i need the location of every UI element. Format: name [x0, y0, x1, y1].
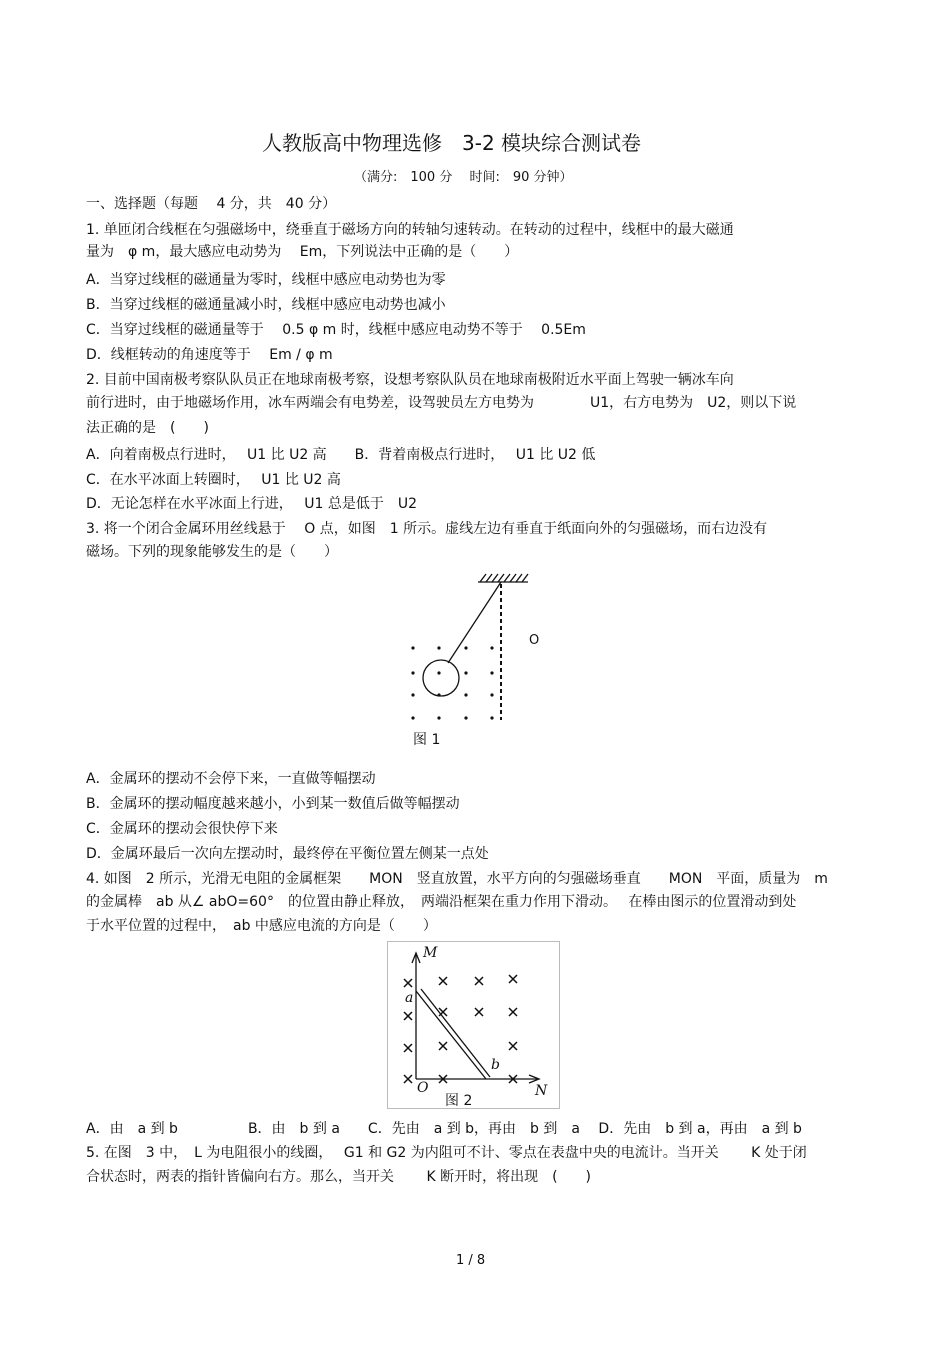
q3-option-b: B．金属环的摆动幅度越来越小，小到某一数值后做等幅摆动	[86, 796, 460, 812]
q2-stem-line3: 法正确的是 ( )	[86, 420, 209, 436]
q4-stem-line3: 于水平位置的过程中， ab 中感应电流的方向是（ ）	[86, 918, 437, 934]
figure-2-label-a: a	[405, 990, 414, 1006]
exam-subtitle: （满分: 100 分 时间: 90 分钟）	[354, 170, 573, 185]
q3-stem-line1: 3. 将一个闭合金属环用丝线悬于 O 点，如图 1 所示。虚线左边有垂直于纸面向外的匀强磁场，而右边没有	[86, 521, 768, 537]
q4-options: A．由 a 到 b B．由 b 到 a C．先由 a 到 b，再由 b 到 a D．先由 b 到 a，再由 a 到 b	[86, 1121, 802, 1137]
page-number: 1 / 8	[456, 1253, 486, 1268]
figure-2-label-n: N	[535, 1083, 548, 1099]
figure-1-diagram	[400, 570, 560, 730]
q3-option-d: D．金属环最后一次向左摆动时，最终停在平衡位置左侧某一点处	[86, 846, 489, 862]
figure-1-caption: 图 1	[413, 732, 441, 748]
q3-option-a: A．金属环的摆动不会停下来，一直做等幅摆动	[86, 771, 376, 787]
q5-stem-line2: 合状态时，两表的指针皆偏向右方。那么，当开关 K 断开时，将出现 ( )	[86, 1169, 592, 1185]
figure-2-label-m: M	[423, 945, 438, 961]
q1-option-b: B．当穿过线框的磁通量减小时，线框中感应电动势也减小	[86, 297, 446, 313]
q1-option-d: D．线框转动的角速度等于 Em / φ m	[86, 347, 333, 363]
q2-option-d: D．无论怎样在水平冰面上行进， U1 总是低于 U2	[86, 496, 417, 512]
q4-stem-line2: 的金属棒 ab 从∠ abO=60° 的位置由静止释放， 两端沿框架在重力作用下滑动。 在棒由图示的位置滑动到处	[86, 894, 797, 910]
q2-stem-line2: 前行进时，由于地磁场作用，冰车两端会有电势差，设驾驶员左方电势为 U1，右方电势为 U2，则以下说	[86, 395, 797, 411]
page-title: 人教版高中物理选修 3-2 模块综合测试卷	[262, 131, 642, 155]
q1-stem-line1: 1. 单匝闭合线框在匀强磁场中，绕垂直于磁场方向的转轴匀速转动。在转动的过程中，线框中的最大磁通	[86, 222, 734, 238]
q3-stem-line2: 磁场。下列的现象能够发生的是（ ）	[86, 544, 338, 560]
q1-stem-line2: 量为 φ m，最大感应电动势为 Em，下列说法中正确的是（ ）	[86, 244, 519, 260]
q1-option-a: A．当穿过线框的磁通量为零时，线框中感应电动势也为零	[86, 272, 446, 288]
figure-2-caption: 图 2	[445, 1093, 473, 1109]
q2-option-ab: A．向着南极点行进时， U1 比 U2 高 B．背着南极点行进时， U1 比 U2 低	[86, 447, 596, 463]
q3-option-c: C．金属环的摆动会很快停下来	[86, 821, 278, 837]
q2-option-c: C．在水平冰面上转圈时， U1 比 U2 高	[86, 472, 341, 488]
q4-stem-line1: 4. 如图 2 所示，光滑无电阻的金属框架 MON 竖直放置，水平方向的匀强磁场垂直 MON 平面，质量为 m	[86, 871, 828, 887]
figure-2-label-b: b	[491, 1057, 500, 1073]
figure-2-label-o: O	[417, 1080, 429, 1096]
figure-1-point-o: O	[529, 633, 540, 648]
section-heading: 一、选择题（每题 4 分，共 40 分）	[86, 196, 337, 212]
q2-stem-line1: 2. 目前中国南极考察队队员正在地球南极考察，设想考察队队员在地球南极附近水平面上驾驶一辆冰车向	[86, 372, 734, 388]
q5-stem-line1: 5. 在图 3 中， L 为电阻很小的线圈， G1 和 G2 为内阻可不计、零点在表盘中央的电流计。当开关 K 处于闭	[86, 1145, 807, 1161]
q1-option-c: C．当穿过线框的磁通量等于 0.5 φ m 时，线框中感应电动势不等于 0.5Em	[86, 322, 586, 338]
